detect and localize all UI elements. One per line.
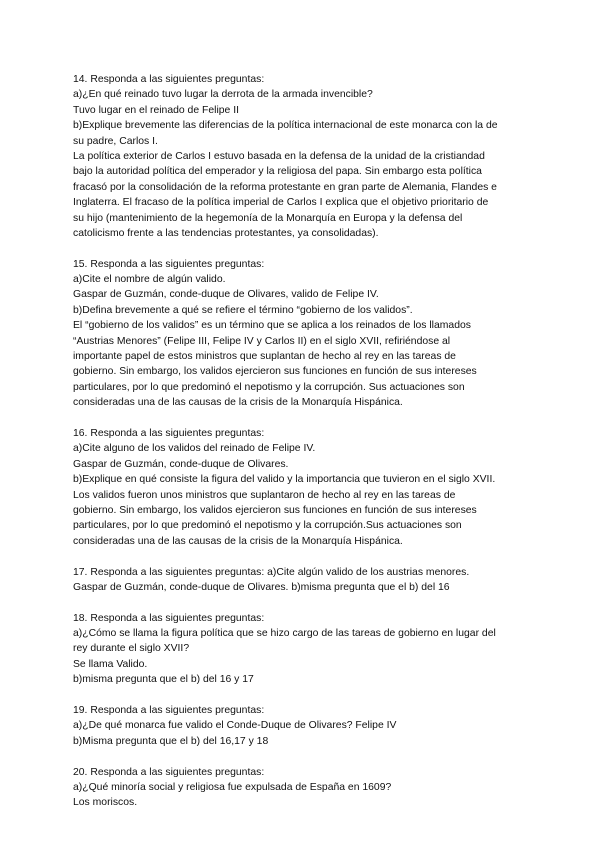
question-14-b-answer: fracasó por la consolidación de la reforma protestante en gran parte de Alemania, Flandes e <box>73 181 497 193</box>
question-17-answer: Gaspar de Guzmán, conde-duque de Olivares. b)misma pregunta que el b) del 16 <box>73 581 450 593</box>
question-15-heading: 15. Responda a las siguientes preguntas: <box>73 258 265 270</box>
question-19-b-answer: b)Misma pregunta que el b) del 16,17 y 18 <box>73 735 269 747</box>
question-16-b-prompt: b)Explique en qué consiste la figura del valido y la importancia que tuvieron en el siglo XVII. <box>73 474 496 486</box>
question-15-b-answer: particulares, por lo que predominó el nepotismo y la corrupción. Sus actuaciones son <box>73 381 465 393</box>
question-15-b-answer: El “gobierno de los validos” es un término que se aplica a los reinados de los llamados <box>73 320 471 332</box>
question-16-heading: 16. Responda a las siguientes preguntas: <box>73 427 265 439</box>
question-19-section <box>73 703 535 749</box>
question-17-heading: 17. Responda a las siguientes preguntas: a)Cite algún valido de los austrias menores. <box>73 566 470 578</box>
question-17-section <box>73 565 535 596</box>
question-14-b-answer: Inglaterra. El fracaso de la política imperial de Carlos I explica que el objetivo prioritario de <box>73 197 489 209</box>
question-14-b-answer: La política exterior de Carlos I estuvo basada en la defensa de la unidad de la cristiandad <box>73 150 485 162</box>
section-spacer <box>73 595 535 610</box>
question-14-a-prompt: a)¿En qué reinado tuvo lugar la derrota de la armada invencible? <box>73 89 373 101</box>
question-18-heading: 18. Responda a las siguientes preguntas: <box>73 612 265 624</box>
question-18-a-answer: Se llama Valido. <box>73 658 148 670</box>
section-spacer <box>73 688 535 703</box>
question-16-b-answer: Los validos fueron unos ministros que suplantaron de hecho al rey en las tareas de <box>73 489 456 501</box>
question-14-b-prompt: su padre, Carlos I. <box>73 135 158 147</box>
document-page <box>73 72 535 811</box>
question-14-b-answer: bajo la autoridad política del emperador y la religiosa del papa. Sin embargo esta política <box>73 166 482 178</box>
question-16-a-answer: Gaspar de Guzmán, conde-duque de Olivares. <box>73 458 289 470</box>
section-spacer <box>73 549 535 564</box>
question-15-b-answer: importante papel de estos ministros que suplantan de hecho al rey en las tareas de <box>73 351 456 363</box>
question-19-a-prompt: a)¿De qué monarca fue valido el Conde-Duque de Olivares? Felipe IV <box>73 720 397 732</box>
question-15-a-prompt: a)Cite el nombre de algún valido. <box>73 274 226 286</box>
question-15-b-answer: gobierno. Sin embargo, los validos ejercieron sus funciones en función de sus intereses <box>73 366 477 378</box>
section-spacer <box>73 241 535 256</box>
question-16-section <box>73 426 535 549</box>
question-16-b-answer: particulares, por lo que predominó el nepotismo y la corrupción.Sus actuaciones son <box>73 520 462 532</box>
question-14-section <box>73 72 535 241</box>
question-20-a-answer: Los moriscos. <box>73 797 138 809</box>
question-18-b-answer: b)misma pregunta que el b) del 16 y 17 <box>73 674 254 686</box>
question-20-heading: 20. Responda a las siguientes preguntas: <box>73 766 265 778</box>
question-15-b-answer: consideradas una de las causas de la crisis de la Monarquía Hispánica. <box>73 397 403 409</box>
question-15-a-answer: Gaspar de Guzmán, conde-duque de Olivares, valido de Felipe IV. <box>73 289 379 301</box>
question-15-b-answer: “Austrias Menores” (Felipe III, Felipe IV y Carlos II) en el siglo XVII, refiriéndose al <box>73 335 451 347</box>
section-spacer <box>73 411 535 426</box>
question-16-a-prompt: a)Cite alguno de los validos del reinado de Felipe IV. <box>73 443 316 455</box>
question-14-b-prompt: b)Explique brevemente las diferencias de la política internacional de este monarca con la de <box>73 120 498 132</box>
question-14-b-answer: catolicismo frente a las tendencias protestantes, ya consolidadas). <box>73 227 379 239</box>
question-18-section <box>73 611 535 688</box>
question-16-b-answer: gobierno. Sin embargo, los validos ejercieron sus funciones en función de sus intereses <box>73 504 477 516</box>
question-15-b-prompt: b)Defina brevemente a qué se refiere el término “gobierno de los validos”. <box>73 304 413 316</box>
section-spacer <box>73 749 535 764</box>
question-20-a-prompt: a)¿Qué minoría social y religiosa fue expulsada de España en 1609? <box>73 781 392 793</box>
question-18-a-prompt: a)¿Cómo se llama la figura política que se hizo cargo de las tareas de gobierno en lugar del <box>73 628 496 640</box>
question-14-heading: 14. Responda a las siguientes preguntas: <box>73 74 265 85</box>
question-14-b-answer: su hijo (mantenimiento de la hegemonía de la Monarquía en Europa y la defensa del <box>73 212 463 224</box>
question-20-section <box>73 765 535 811</box>
question-14-a-answer: Tuvo lugar en el reinado de Felipe II <box>73 104 239 116</box>
question-19-heading: 19. Responda a las siguientes preguntas: <box>73 705 265 717</box>
question-16-b-answer: consideradas una de las causas de la crisis de la Monarquía Hispánica. <box>73 535 403 547</box>
question-15-section <box>73 257 535 411</box>
question-18-a-prompt: rey durante el siglo XVII? <box>73 643 190 655</box>
